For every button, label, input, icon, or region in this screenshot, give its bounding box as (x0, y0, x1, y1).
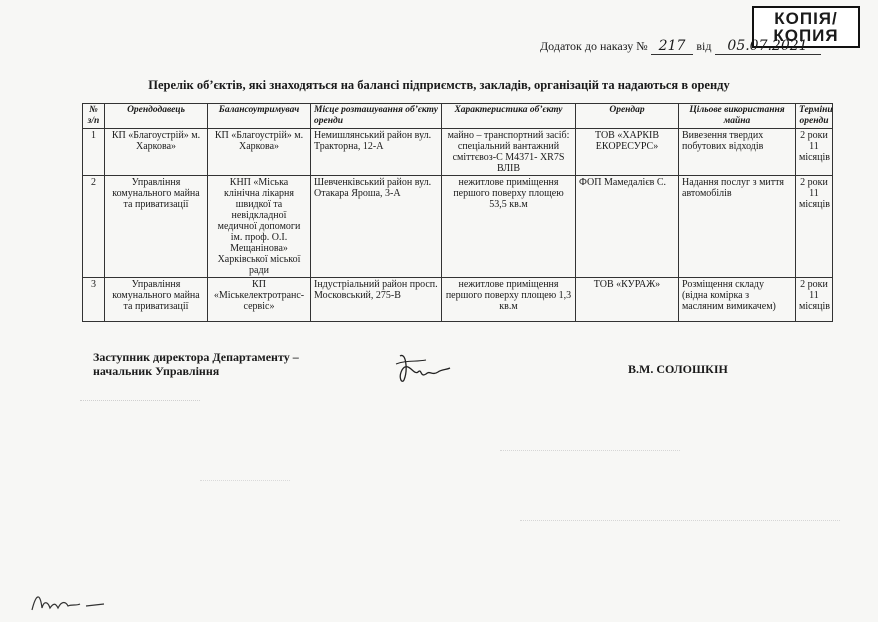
position-line-1: Заступник директора Департаменту – (93, 350, 299, 364)
cell-tenant: ТОВ «ХАРКІВ ЕКОРЕСУРС» (576, 129, 679, 176)
cell-balance-holder: КП «Міськелектротранс-сервіс» (208, 278, 311, 322)
cell-term: 2 роки 11 місяців (796, 176, 833, 278)
table-row (83, 129, 833, 176)
order-number: 217 (651, 38, 694, 55)
cell-purpose: Розміщення складу (вiдна комірка з масляним вимикачем) (679, 278, 796, 322)
position-line-2: начальник Управління (93, 364, 220, 378)
cell-location: Немишлянський район вул. Тракторна, 12-А (311, 129, 442, 176)
bleed-through-noise (80, 400, 200, 409)
cell-location: Індустріальний район просп. Московський, 275-В (311, 278, 442, 322)
cell-purpose: Надання послуг з миття автомобілів (679, 176, 796, 278)
header-cell: Орендодавець (105, 104, 208, 129)
stamp-line-2: КОПИЯ (773, 26, 839, 45)
cell-term: 2 роки 11 місяців (796, 278, 833, 322)
cell-characteristic: нежитлове приміщення першого поверху площею 1,3 кв.м (442, 278, 576, 322)
cell-location: Шевченківський район вул. Отакара Яроша, 3-А (311, 176, 442, 278)
addendum-prefix: Додаток до наказу № (540, 39, 648, 53)
cell-tenant: ТОВ «КУРАЖ» (576, 278, 679, 322)
cell-term: 2 роки 11 місяців (796, 129, 833, 176)
cell-number: 3 (83, 278, 105, 322)
cell-lessor: Управління комунального майна та приватизації (105, 176, 208, 278)
cell-purpose: Вивезення твердих побутових відходів (679, 129, 796, 176)
cell-number: 1 (83, 129, 105, 176)
bleed-through-noise (500, 450, 680, 459)
header-cell: № з/п (83, 104, 105, 129)
cell-characteristic: майно – транспортний засіб: спеціальний вантажний сміттєвоз-С М4371- ХR7S ВЛІВ (442, 129, 576, 176)
table-row (83, 176, 833, 278)
handwritten-signature (392, 350, 452, 386)
bleed-through-noise (200, 480, 290, 489)
objects-table (82, 103, 833, 322)
cell-lessor: Управління комунального майна та приватизації (105, 278, 208, 322)
header-cell: Характеристика об’єкту (442, 104, 576, 129)
header-cell: Орендар (576, 104, 679, 129)
cell-balance-holder: КНП «Міська клінічна лікарня швидкої та невідкладної медичної допомоги ім. проф. О.І. Мещанінова» Харківської міської ради (208, 176, 311, 278)
table-header-row (83, 104, 833, 129)
date-prefix: від (696, 39, 712, 53)
header-cell: Балансоутримувач (208, 104, 311, 129)
cell-lessor: КП «Благоустрій» м. Харкова» (105, 129, 208, 176)
table-row (83, 278, 833, 322)
header-cell: Цільове використання майна (679, 104, 796, 129)
addendum-reference (540, 38, 821, 55)
order-date: 05.07.2021 (715, 38, 821, 55)
document-title: Перелік об’єктів, які знаходяться на балансі підприємств, закладів, організацій та надаються в оренду (148, 78, 730, 92)
header-cell: Місце розташування об’єкту оренди (311, 104, 442, 129)
signatory-position (93, 350, 299, 378)
corner-initials-signature (30, 590, 110, 616)
cell-number: 2 (83, 176, 105, 278)
signatory-name: В.М. СОЛОШКІН (628, 362, 728, 376)
stamp-line-1: КОПІЯ/ (774, 9, 838, 28)
cell-tenant: ФОП Мамедалієв С. (576, 176, 679, 278)
header-cell: Терміни оренди (796, 104, 833, 129)
bleed-through-noise (520, 520, 840, 529)
cell-characteristic: нежитлове приміщення першого поверху площею 53,5 кв.м (442, 176, 576, 278)
cell-balance-holder: КП «Благоустрій» м. Харкова» (208, 129, 311, 176)
